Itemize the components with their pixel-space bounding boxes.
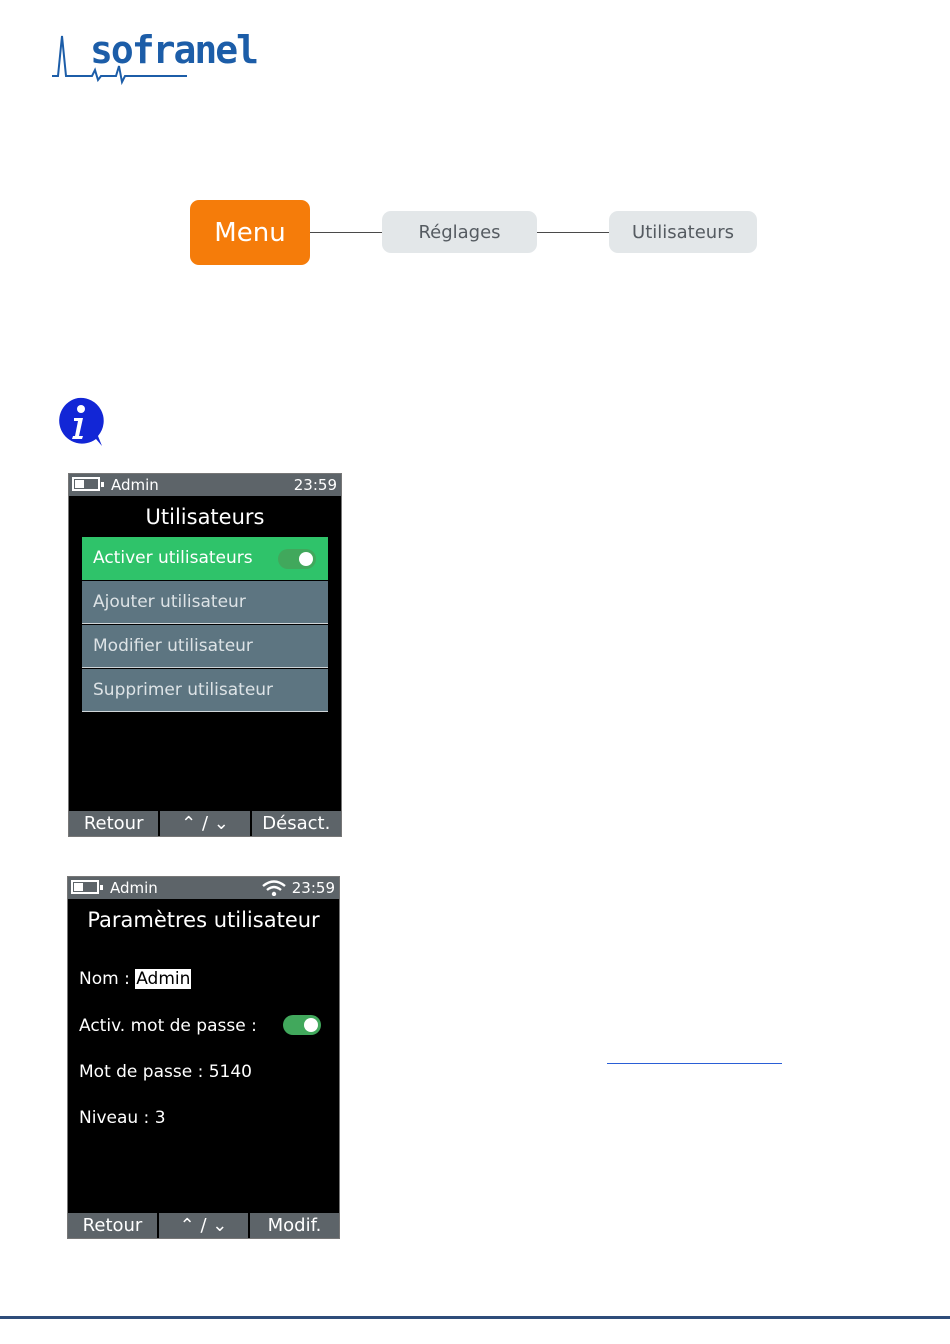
menu-item-label: Modifier utilisateur [93,636,253,656]
menu-item-activer-utilisateurs[interactable] [82,537,328,580]
param-activ-label: Activ. mot de passe : [79,1016,257,1036]
softkey-modif[interactable]: Modif. [267,1215,322,1236]
menu-item-modifier-utilisateur[interactable] [82,625,328,668]
device-screen-utilisateurs [68,473,342,837]
status-time: 23:59 [293,476,337,494]
param-niveau-value: 3 [154,1108,166,1128]
param-niveau-label: Niveau : [79,1108,150,1128]
breadcrumb-utilisateurs[interactable]: Utilisateurs [609,211,757,253]
screen-title: Paramètres utilisateur [87,908,320,932]
status-user: Admin [111,476,159,494]
param-activ-mot-de-passe [79,1016,257,1036]
softkey-desact[interactable]: Désact. [262,813,331,834]
battery-icon [72,477,100,491]
breadcrumb-connector [310,232,382,233]
menu-item-label: Ajouter utilisateur [93,592,246,612]
info-icon [52,396,104,448]
breadcrumb-reglages[interactable]: Réglages [382,211,537,253]
status-bar [68,877,339,899]
softkey-retour[interactable]: Retour [69,811,160,836]
toggle-switch-icon[interactable] [278,549,316,569]
softkey-up-down[interactable]: ⌃ / ⌄ [160,811,251,836]
status-time: 23:59 [291,879,335,897]
footer-rule [0,1316,950,1319]
hyperlink-underline[interactable] [607,1063,782,1064]
param-nom-label: Nom : [79,969,130,989]
logo-text: sofranel [90,28,258,72]
softkey-retour[interactable]: Retour [68,1213,159,1238]
softkey-up-down[interactable]: ⌃ / ⌄ [159,1213,250,1238]
param-nom-value[interactable]: Admin [136,969,191,989]
device-screen-parametres-utilisateur [67,876,340,1239]
wifi-icon [261,880,287,896]
status-bar [69,474,341,496]
softkey-bar [68,1213,339,1238]
param-mdp-label: Mot de passe : [79,1062,204,1082]
battery-icon [71,880,99,894]
menu-item-label: Supprimer utilisateur [93,680,274,700]
screen-title: Utilisateurs [145,505,265,529]
toggle-switch-icon[interactable] [283,1015,321,1035]
param-nom [79,969,191,989]
breadcrumb-connector [537,232,609,233]
breadcrumb-menu[interactable]: Menu [190,200,310,265]
status-user: Admin [110,879,158,897]
menu-item-ajouter-utilisateur[interactable] [82,581,328,624]
param-mot-de-passe [79,1062,252,1082]
param-niveau [79,1108,166,1128]
param-mdp-value: 5140 [208,1062,252,1082]
menu-item-supprimer-utilisateur[interactable] [82,669,328,712]
menu-item-label: Activer utilisateurs [93,548,253,568]
softkey-bar [69,811,341,836]
